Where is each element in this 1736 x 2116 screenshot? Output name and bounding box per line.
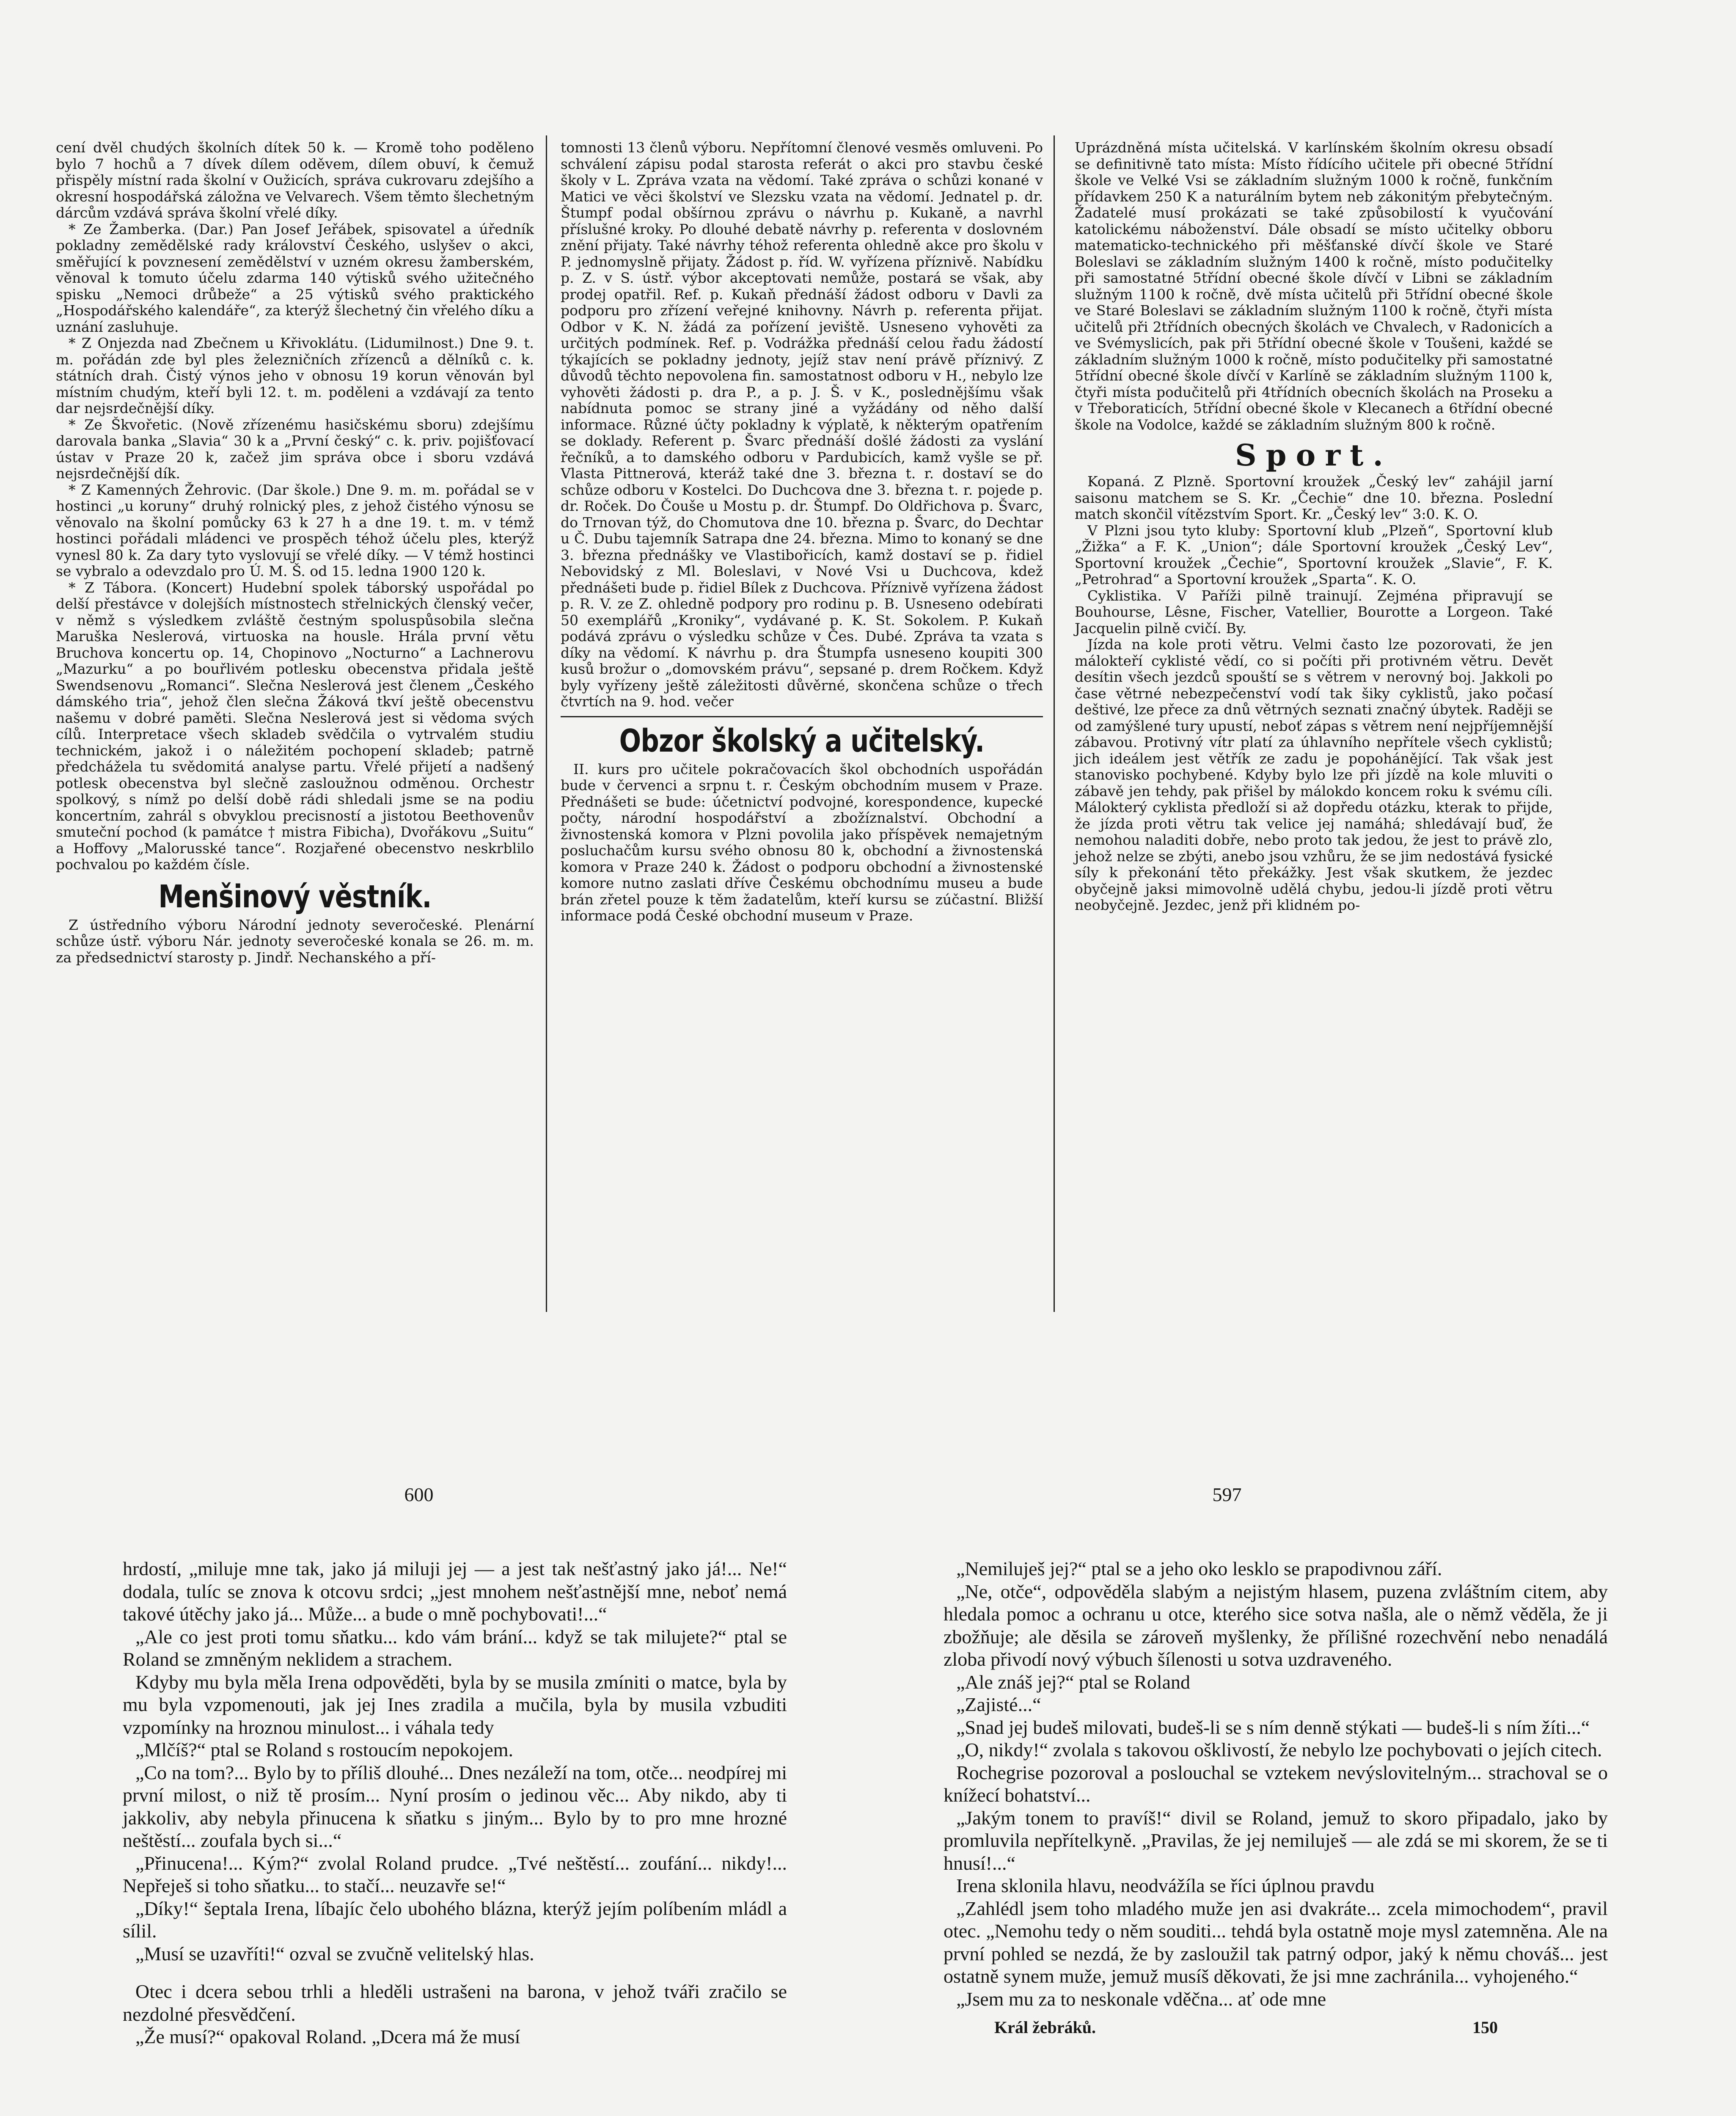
paragraph: „Přinucena!... Kým?“ zvolal Roland prudce. „Tvé neštěstí... zoufání... nikdy!... Nepřeješ si toho sňatku... to stačí... neuzavře se!“ <box>123 1852 787 1896</box>
section-heading-mensinovy-vestnik: Menšinový věstník. <box>158 878 432 915</box>
section-heading-sport: Sport. <box>1235 438 1392 473</box>
paragraph: „Jakým tonem to pravíš!“ divil se Roland, jemuž to skoro připadalo, jako by promluvila nepřítelkyně. „Pravilas, že jej nemiluješ — ale zdá se mi skorem, že se ti hnusí!...“ <box>944 1807 1608 1874</box>
paragraph: * Z Kamenných Žehrovic. (Dar škole.) Dne 9. m. m. pořádal se v hostinci „u koruny“ druhý rolnický ples, z jehož čistého výnosu se věnovalo na školní pomůcky 63 k 27 h a dne 19. t. m. v témž hostinci pořádali mládenci ve prospěch téhož účelu ples, kterýž vynesl 80 k. Za dary tyto vyslovují se vřelé díky. — V témž hostinci se vybralo a odevzdalo pro Ú. M. Š. od 15. ledna 1900 120 k. <box>56 481 534 579</box>
page-number-right: 597 <box>1212 1484 1242 1505</box>
section-heading-obzor-skolsky: Obzor školský a učitelský. <box>619 722 985 759</box>
paragraph: Cyklistika. V Paříži pilně trainují. Zejména připravují se Bouhourse, Lêsne, Fischer, Vatellier, Bourotte a Lorgeon. Také Jacquelin pilně cvičí. By. <box>1075 587 1553 636</box>
paragraph: * Z Onjezda nad Zbečnem u Křivoklátu. (Lidumilnost.) Dne 9. t. m. pořádán zde byl ples železničních zřízenců a dělníků c. k. státních drah. Čistý výnos jeho v obnosu 19 korun věnován byl místním chudým, kteří byli 12. t. m. poděleni a vzdávají za tento dar nejsrdečnější díky. <box>56 335 534 416</box>
paragraph: „Zajisté...“ <box>956 1694 1041 1715</box>
paragraph: hrdostí, „miluje mne tak, jako já miluji jej — a jest tak nešťastný jako já!... Ne!“ dodala, tulíc se znova k otcovu srdci; „jest mnohem nešťastnější mne, neboť nemá takové útěchy jako já... Může... a bude o mně pochybovati!...“ <box>123 1558 787 1625</box>
paragraph: Jízda na kole proti větru. Velmi často lze pozorovati, že jen málokteří cyklisté vědí, co si počíti při protivném větru. Devět desítin všech jezdců spouští se s větrem v nerovný boj. Jakkoli po čase větrné nebezpečenství vodí tak šiky cyklistů, jako počasí deštivé, lze přece za dnů větrných seznati značný úbytek. Raději se od zamýšlené tury upustí, neboť zápas s větrem není nejpříjemnější zábavou. Protivný vítr platí za úhlavního nepřítele všech cyklistů; jich ideálem jest větřík ze zadu je popohánějící. Tak však jest stanovisko pochybené. Kdyby bylo lze při jízdě na kole mluviti o zábavě jen tehdy, pak přišel by málokdo koncem roku k svému cíli. Málokterý cyklista předloží si až dopředu otázku, kterak to přijde, že jízda proti větru tak velice jej namáhá; shledávají buď, že nemohou naladiti dobře, nebo proto tak jedou, že jest to právě zlo, jehož nelze se zbýti, anebo jsou vzhůru, že se jim nedostává fysické síly k překonání těto překážky. Jest však skutkem, že jezdec obyčejně jaksi mimovolně udělá chybu, jedou-li jízdě proti větru neobyčejně. Jezdec, jenž při klidném po- <box>1075 636 1553 913</box>
paragraph: II. kurs pro učitele pokračovacích škol obchodních uspořádán bude v červenci a srpnu t. r. Českým obchodním musem v Praze. Přednášeti se bude: účetnictví podvojné, korespondence, kupecké počty, národní hospodářství a zbožíznalství. Obchodní a živnostenská komora v Plzni povolila jako příspěvek nemajetným posluchačům kursu svého obnosu 80 k, obchodní a živnostenská komora v Praze 240 k. Žádost o podporu obchodní a živnostenské komore nutno zaslati dříve Českému obchodnímu museu a bude brán zřetel pouze k těm žadatelům, kteří kursu se zúčastní. Bližší informace podá České obchodní museum v Praze. <box>561 760 1043 924</box>
paragraph: „Ne, otče“, odpověděla slabým a nejistým hlasem, puzena zvláštním citem, aby hledala pomoc a ochranu u otce, kterého sice sotva našla, ale o němž věděla, že ji zbožňuje; ale děsila se zároveň myšlenky, že přílišné rozechvění nebo nenadálá zloba přivodí nový výbuch šílenosti u sotva uzdraveného. <box>944 1580 1608 1670</box>
paragraph: „O, nikdy!“ zvolala s takovou ošklivostí, že nebylo lze pochybovati o jejích citech. <box>956 1739 1602 1761</box>
paragraph: tomnosti 13 členů výboru. Nepřítomní členové vesměs omluveni. Po schválení zápisu podal starosta referát o akci pro stavbu české školy v L. Zpráva vzata na vědomí. Také zpráva o schůzi konané v Matici ve věci školství ve Slezsku vzata na vědomí. Jednatel p. dr. Štumpf podal obšírnou zprávu o návrhu p. Kukaně, a navrhl příslušné kroky. Po dlouhé debatě návrhy p. referenta v doslovném znění přijaty. Také návrhy téhož referenta ohledně akce pro školu v P. jednomyslně přijaty. Žádost p. říd. W. vyřízena příznivě. Nabídku p. Z. v S. ústř. výbor akceptovati nemůže, postará se však, aby prodej opatřil. Ref. p. Kukaň přednáší žádost odboru v Davli za podporu pro zřízení veřejné knihovny. Návrh p. referenta přijat. Odbor v K. N. žádá za pořízení jeviště. Usneseno vyhověti za určitých podmínek. Ref. p. Vodrážka přednáší celou řadu žádostí týkajících se pokladny jednoty, jejíž stav není právě příznivý. Z důvodů těchto nepovolena fin. samostatnost odboru v H., nebylo lze vyhověti žádosti p. dra P., a p. J. Š. v K., poslednějšímu však nabídnuta pomoc se strany jiné a vyžádány od něho další informace. Různé účty pokladny k výplatě, k některým opatřením se doklady. Referent p. Švarc přednáší došlé žádosti za vyslání řečníků, a to damského odboru v Pardubicích, kamž vyšle se př. Vlasta Pittnerová, kteráž také dne 3. března t. r. dostaví se do schůze odboru v Kostelci. Do Duchcova dne 3. března t. r. pojede p. dr. Roček. Do Čouše u Mostu p. dr. Štumpf. Do Oldřichova p. Švarc, do Trnovan týž, do Chomutova dne 10. března p. Švarc, do Dechtar u Č. Dubu tajemník Satrapa dne 24. března. Mimo to konaný se dne 3. března přednášky ve Vlastibořicích, kamž dostaví se p. řidiel Nebovidský z Ml. Boleslavi, v Nové Vsi u Duchcova, kdež přednášeti bude p. řidiel Bílek z Duchcova. Příznivě vyřízena žádost p. R. V. ze Z. ohledně podpory pro rodinu p. B. Usneseno odebírati 50 exemplářů „Kroniky“, vydávané p. K. St. Sokolem. P. Kukaň podává zprávu o výsledku schůze v Čes. Dubé. Zpráva ta vzata s díky na vědomí. K návrhu p. dra Štumpfa usneseno koupiti 300 kusů brožur o „domovském právu“, sepsané p. drem Ročkem. Když byly vyřízeny ještě záležitosti důvěrné, skončena schůze o třech čtvrtích na 9. hod. večer <box>561 139 1043 710</box>
paragraph: „Zahlédl jsem toho mladého muže jen asi dvakráte... zcela mimochodem“, pravil otec. „Nemohu tedy o něm souditi... tehdá byla ostatně moje mysl zatemněna. Ale na první pohled se nezdá, že by zasloužil tak patrný odpor, jaký k němu chováš... jest ostatně synem muže, jemuž musíš děkovati, že jsi mne zachránila... vyhojeného.“ <box>944 1897 1608 1987</box>
paragraph: „Ale co jest proti tomu sňatku... kdo vám brání... když se tak milujete?“ ptal se Roland se zmněným neklidem a strachem. <box>123 1626 787 1670</box>
footer-page-number: 150 <box>1472 2018 1498 2037</box>
paragraph: „Nemiluješ jej?“ ptal se a jeho oko lesklo se prapodivnou září. <box>956 1558 1442 1579</box>
paragraph: Z ústředního výboru Národní jednoty severočeské. Plenární schůze ústř. výboru Nár. jednoty severočeské konala se 26. m. m. za předsednictví starosty p. Jindř. Nechanského a pří- <box>56 916 534 966</box>
paragraph: * Ze Žamberka. (Dar.) Pan Josef Jeřábek, spisovatel a úředník pokladny zemědělské rady království Českého, uslyšev o akci, směřující k povznesení zemědělství v uzném okresu žamberském, věnoval k tomuto účelu zdarma 140 výtisků svého užitečného spisku „Nemoci drůbeže“ a 25 výtisků svého praktického „Hospodářského kalendáře“, za kterýž šlechetný čin vřelého díku a uznání zasluhuje. <box>56 220 534 335</box>
paragraph: cení dvěl chudých školních dítek 50 k. — Kromě toho poděleno bylo 7 hochů a 7 dívek dílem oděvem, dílem obuví, k čemuž přispěly místní rada školní v Oužicích, správa cukrovaru zdejšího a okresní hospodářská záložna ve Velvarech. Všem těmto šlechetným dárcům vzdává správa školní vřelé díky. <box>56 139 534 221</box>
page-number-left: 600 <box>404 1484 434 1505</box>
page-footer <box>944 2016 1608 2039</box>
paragraph: „Co na tom?... Bylo by to příliš dlouhé... Dnes nezáleží na tom, otče... neodpírej mi první milost, o niž tě prosím... Nyní prosím o jedinou věc... Aby nikdo, aby ti jakkoliv, aby nebyla přinucena k sňatku s jiným... Bylo by to pro mne hrozné neštěstí... zoufala bych si...“ <box>123 1761 787 1851</box>
section-divider <box>561 716 1043 717</box>
paragraph: Uprázdněná místa učitelská. V karlínském školním okresu obsadí se definitivně tato místa: Místo řídícího učitele při obecné 5třídní škole ve Velké Vsi se základním služným 1000 k ročně, funkčním přídavkem 250 K a naturálním bytem neb zákonitým přebytečným. Žadatelé musí prokázati se také způsobilostí k vyučování katolickému náboženství. Dále obsadí se místo učitelky obboru matematicko-technického při měšťanské dívčí škole ve Staré Boleslavi se základním služným 1400 k ročně, místo podučitelky při samostatné 5třídní obecné škole dívčí v Libni se základním služným 1100 k ročně, dvě místa učitelů při 5třídní obecné škole ve Staré Boleslavi se základním služným 1100 k ročně, čtyři místa učitelů při 2třídních obecných školách ve Chvalech, v Radonicích a ve Svémyslicích, pak při 5třídní obecné škole v Toušeni, každé se základním služným 1000 k ročně, místo podučitelky při samostatné 5třídní obecné škole dívčí v Karlíně se základním služným 1100 k, čtyři místa podučitelů při 4třídních obecních školách na Proseku a v Třeboraticích, 5třídní obecné škole v Klecanech a 6třídní obecné škole na Vodolce, každé se základním služným 800 k ročně. <box>1075 139 1553 433</box>
top-column-2 <box>561 140 1043 924</box>
paragraph: * Z Tábora. (Koncert) Hudební spolek táborský uspořádal po delší přestávce v dolejších místnostech střelnických členský večer, v němž s výsledkem zvláště čestným spoluspůsobila slečna Maruška Neslerová, virtuoska na housle. Hrála první větu Bruchova koncertu op. 14, Chopinovo „Nocturno“ a Lachnerovu „Mazurku“ a po bouřlivém potlesku obecenstva přidala ještě Swendsenovu „Romanci“. Slečna Neslerová jest členem „Českého dámského tria“, jehož člen slečna Žáková tkví ještě obecenstvu našemu v dobré paměti. Slečna Neslerová jest si vědoma svých cílů. Interpretace všech skladeb svědčila o vytrvalém studiu technickém, jakož i o náležitém pochopení skladeb; patrně předchážela tu svědomitá analyse partu. Vřelé přijetí a nadšený potlesk obecenstva byl slečně zasloužnou odměnou. Orchestr spolkový, s nímž po delší době rádi shledali jsme se na podiu koncertním, zahrál s obvyklou precisností a jistotou Beethovenův smuteční pochod (k památce † mistra Fibicha), Dvořákovu „Suitu“ a Hoffovy „Malorusské tance“. Rozjařené obecenstvo neskrblilo pochvalou po každém čísle. <box>56 579 534 873</box>
bottom-column-right <box>944 1557 1608 2039</box>
paragraph: Irena sklonila hlavu, neodvážíla se říci úplnou pravdu <box>956 1875 1375 1896</box>
paragraph: Kdyby mu byla měla Irena odpověděti, byla by se musila zmíniti o matce, byla by mu byla vzpomenouti, jak jej Ines zradila a mučila, byla by musila vzbuditi vzpomínky na hroznou minulost... i váhala tedy <box>123 1671 787 1738</box>
paragraph: Otec i dcera sebou trhli a hleděli ustrašeni na barona, v jehož tváři zračilo se nezdolné přesvědčení. <box>123 1981 787 2025</box>
top-column-1 <box>56 140 534 966</box>
paragraph: * Ze Škvořetic. (Nově zřízenému hasičskému sboru) zdejšímu darovala banka „Slavia“ 30 k a „První český“ c. k. priv. pojišťovací ústav v Praze 20 k, začež jim správa obce i sboru vzdává nejsrdečnější dík. <box>56 416 534 482</box>
paragraph: Kopaná. Z Plzně. Sportovní kroužek „Český lev“ zahájil jarní saisonu matchem se S. Kr. „Čechie“ dne 10. března. Poslední match skončil vítězstvím Sport. Kr. „Český lev“ 3:0. K. O. <box>1075 473 1553 522</box>
paragraph: „Musí se uzavříti!“ ozval se zvučně velitelský hlas. <box>135 1942 534 1964</box>
paragraph: „Snad jej budeš milovati, budeš-li se s ním denně stýkati — budeš-li s ním žíti...“ <box>956 1716 1590 1738</box>
paragraph: „Že musí?“ opakoval Roland. „Dcera má že musí <box>135 2026 520 2047</box>
top-column-3 <box>1075 140 1553 914</box>
bottom-column-left <box>123 1557 787 2048</box>
column-divider <box>1054 135 1055 1312</box>
paragraph: V Plzni jsou tyto kluby: Sportovní klub „Plzeň“, Sportovní klub „Žižka“ a F. K. „Union“; dále Sportovní kroužek „Český Lev“, Sportovní kroužek „Čechie“, Sportovní kroužek „Slavie“, F. K. „Petrohrad“ a Sportovní kroužek „Sparta“. K. O. <box>1075 522 1553 587</box>
paragraph: „Jsem mu za to neskonale vděčna... ať ode mne <box>956 1988 1326 2010</box>
paragraph: „Mlčíš?“ ptal se Roland s rostoucím nepokojem. <box>135 1739 513 1761</box>
column-divider <box>546 135 547 1312</box>
footer-title: Král žebráků. <box>994 2018 1096 2037</box>
paragraph: Rochegrise pozoroval a poslouchal se vztekem nevýslovitelným... strachoval se o knížecí bohatství... <box>944 1761 1608 1806</box>
paragraph: „Díky!“ šeptala Irena, líbajíc čelo ubohého blázna, kterýž jejím políbením mládl a sílil. <box>123 1897 787 1942</box>
paragraph: „Ale znáš jej?“ ptal se Roland <box>956 1671 1191 1693</box>
